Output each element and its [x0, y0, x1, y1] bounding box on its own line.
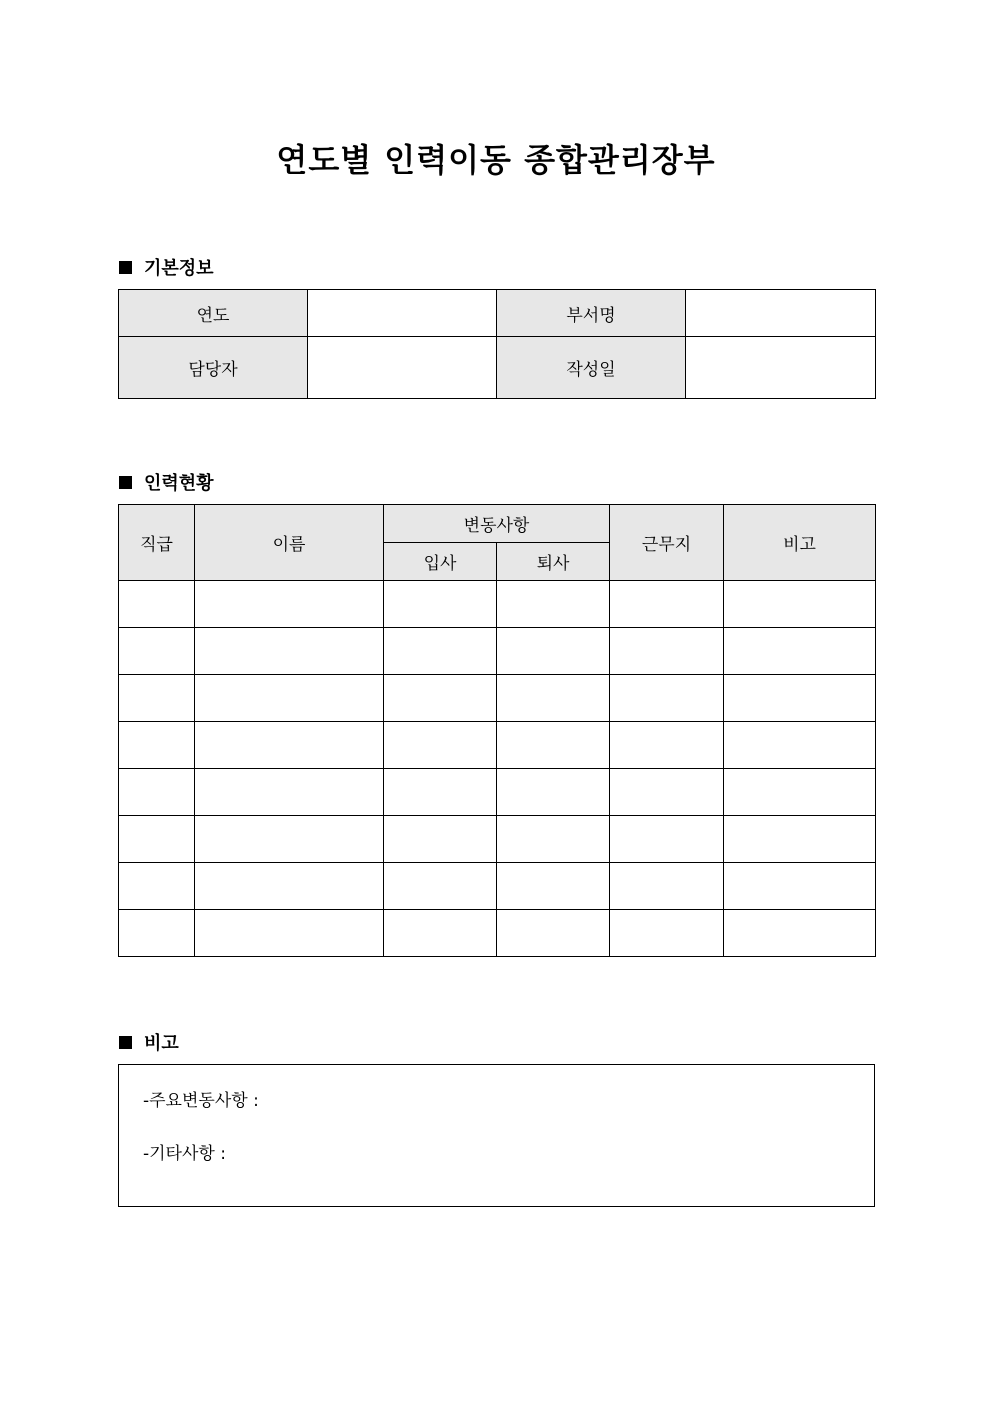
basic-info-table [118, 289, 876, 399]
col-name: 이름 [195, 505, 384, 581]
join-cell[interactable] [384, 863, 497, 910]
col-note: 비고 [724, 505, 876, 581]
note-cell[interactable] [724, 581, 876, 628]
leave-cell[interactable] [497, 581, 610, 628]
workplace-cell[interactable] [610, 816, 724, 863]
leave-cell[interactable] [497, 769, 610, 816]
square-bullet-icon [119, 261, 132, 274]
leave-cell[interactable] [497, 675, 610, 722]
section-heading: 비고 [144, 1033, 179, 1054]
rank-cell[interactable] [119, 628, 195, 675]
name-cell[interactable] [195, 581, 384, 628]
workplace-cell[interactable] [610, 581, 724, 628]
leave-cell[interactable] [497, 628, 610, 675]
department-field[interactable] [686, 290, 876, 337]
join-cell[interactable] [384, 722, 497, 769]
rank-cell[interactable] [119, 675, 195, 722]
main-changes-label: -주요변동사항 : [143, 1091, 259, 1111]
section-heading: 기본정보 [144, 258, 214, 279]
table-row [119, 769, 876, 816]
note-cell[interactable] [724, 863, 876, 910]
label-department: 부서명 [497, 290, 686, 337]
rank-cell[interactable] [119, 816, 195, 863]
note-cell[interactable] [724, 628, 876, 675]
workplace-cell[interactable] [610, 769, 724, 816]
join-cell[interactable] [384, 675, 497, 722]
join-cell[interactable] [384, 910, 497, 957]
note-cell[interactable] [724, 722, 876, 769]
workplace-cell[interactable] [610, 722, 724, 769]
workplace-cell[interactable] [610, 863, 724, 910]
note-cell[interactable] [724, 769, 876, 816]
join-cell[interactable] [384, 816, 497, 863]
col-join: 입사 [384, 543, 497, 581]
section-heading: 인력현황 [144, 473, 214, 494]
col-rank: 직급 [119, 505, 195, 581]
label-date: 작성일 [497, 337, 686, 399]
note-cell[interactable] [724, 910, 876, 957]
col-workplace: 근무지 [610, 505, 724, 581]
remarks-box[interactable] [118, 1064, 875, 1207]
name-cell[interactable] [195, 675, 384, 722]
name-cell[interactable] [195, 816, 384, 863]
table-row [119, 628, 876, 675]
label-year: 연도 [119, 290, 308, 337]
col-change: 변동사항 [384, 505, 610, 543]
table-row [119, 722, 876, 769]
rank-cell[interactable] [119, 722, 195, 769]
name-cell[interactable] [195, 628, 384, 675]
rank-cell[interactable] [119, 769, 195, 816]
section-basic-info [119, 254, 214, 280]
join-cell[interactable] [384, 769, 497, 816]
join-cell[interactable] [384, 581, 497, 628]
note-cell[interactable] [724, 675, 876, 722]
year-field[interactable] [308, 290, 497, 337]
square-bullet-icon [119, 1036, 132, 1049]
leave-cell[interactable] [497, 816, 610, 863]
leave-cell[interactable] [497, 722, 610, 769]
square-bullet-icon [119, 476, 132, 489]
name-cell[interactable] [195, 722, 384, 769]
join-cell[interactable] [384, 628, 497, 675]
table-row [119, 675, 876, 722]
manager-field[interactable] [308, 337, 497, 399]
label-manager: 담당자 [119, 337, 308, 399]
rank-cell[interactable] [119, 863, 195, 910]
staff-table [118, 504, 876, 957]
table-row [119, 816, 876, 863]
name-cell[interactable] [195, 769, 384, 816]
col-leave: 퇴사 [497, 543, 610, 581]
rank-cell[interactable] [119, 910, 195, 957]
workplace-cell[interactable] [610, 910, 724, 957]
section-staff [119, 469, 214, 495]
leave-cell[interactable] [497, 863, 610, 910]
page-title: 연도별 인력이동 종합관리장부 [276, 141, 716, 179]
section-remarks [119, 1029, 179, 1055]
table-row [119, 863, 876, 910]
workplace-cell[interactable] [610, 675, 724, 722]
workplace-cell[interactable] [610, 628, 724, 675]
rank-cell[interactable] [119, 581, 195, 628]
date-field[interactable] [686, 337, 876, 399]
name-cell[interactable] [195, 863, 384, 910]
table-row [119, 581, 876, 628]
leave-cell[interactable] [497, 910, 610, 957]
table-row [119, 910, 876, 957]
name-cell[interactable] [195, 910, 384, 957]
note-cell[interactable] [724, 816, 876, 863]
other-notes-label: -기타사항 : [143, 1144, 226, 1164]
